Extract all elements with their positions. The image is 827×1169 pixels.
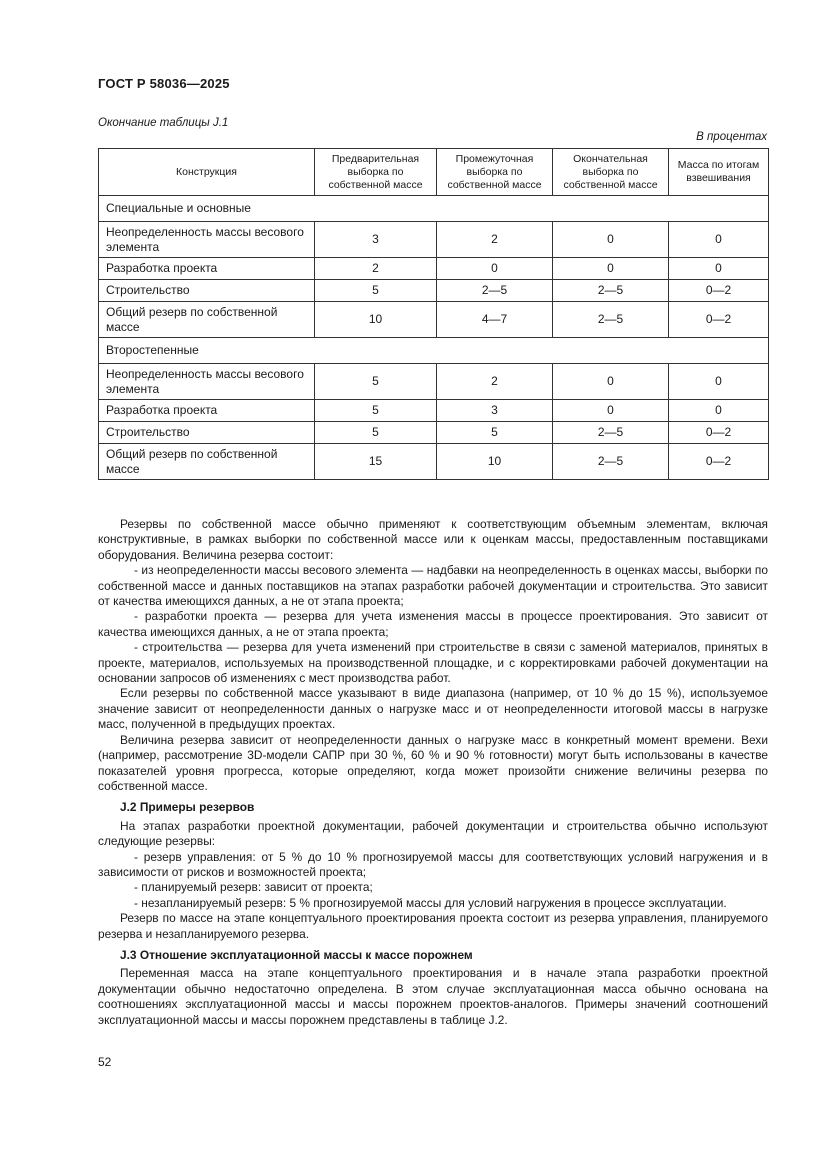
table-cell: 0—2 bbox=[669, 422, 769, 444]
column-header: Конструкция bbox=[99, 149, 315, 196]
table-cell: 15 bbox=[315, 444, 437, 480]
table-cell: 4—7 bbox=[437, 302, 553, 338]
paragraph: Переменная масса на этапе концептуального проектирования и в начале этапа разработки проектной документации обычно недостаточно определена. В этом случае эксплуатационная масса обычно основана на соотношениях эксплуатационной массы и массы порожнем проектов-аналогов. Примеры значений соотношений эксплуатационной массы и массы порожнем представлены в таблице J.2. bbox=[98, 966, 768, 1027]
table-row bbox=[99, 444, 769, 480]
list-item: - из неопределенности массы весового элемента — надбавки на неопределенность в оценках массы, выборки по собственной массе и данных поставщиков на этапах разработки рабочей документации и строительства. Это зависит от качества имеющихся данных, а не от этапа проекта; bbox=[98, 563, 768, 609]
group-title: Специальные и основные bbox=[99, 196, 769, 222]
paragraph: Величина резерва зависит от неопределенности данных о нагрузке масс в конкретный момент времени. Вехи (например, рассмотрение 3D-модели САПР при 30 %, 60 % и 90 % готовности) могут быть использованы в качестве показателей уровня прогресса, которые определяют, когда может произойти снижение величины резерва по собственной массе. bbox=[98, 732, 768, 793]
row-label: Общий резерв по собственной массе bbox=[99, 444, 315, 480]
table-header-row bbox=[99, 149, 769, 196]
column-header: Масса по итогам взвешивания bbox=[669, 149, 769, 196]
table-cell: 0 bbox=[669, 400, 769, 422]
paragraph: Резерв по массе на этапе концептуального проектирования проекта состоит из резерва управления, планируемого резерва и незапланируемого резерва. bbox=[98, 911, 768, 941]
list-item: - планируемый резерв: зависит от проекта; bbox=[134, 880, 373, 895]
row-label: Неопределенность массы весового элемента bbox=[99, 222, 315, 258]
table-cell: 2—5 bbox=[553, 422, 669, 444]
row-label: Общий резерв по собственной массе bbox=[99, 302, 315, 338]
table-row bbox=[99, 222, 769, 258]
table-cell: 0 bbox=[553, 258, 669, 280]
column-header: Промежуточная выборка по собственной массе bbox=[437, 149, 553, 196]
row-label: Строительство bbox=[99, 280, 315, 302]
document-code: ГОСТ Р 58036—2025 bbox=[98, 76, 230, 91]
paragraph: Если резервы по собственной массе указывают в виде диапазона (например, от 10 % до 15 %), используемое значение зависит от неопределенности данных о нагрузке масс и от неопределенности итоговой массы в нагрузке масс, полученной в предыдущих проектах. bbox=[98, 686, 768, 732]
list-item: - строительства — резерва для учета изменений при строительстве в связи с заменой материалов, принятых в проекте, материалов, используемых на производственной площадке, и с корректировками рабочей документации на основании запросов об изменениях с мест производства работ. bbox=[98, 640, 768, 686]
table-cell: 5 bbox=[315, 280, 437, 302]
table-group-row bbox=[99, 338, 769, 364]
table-row bbox=[99, 364, 769, 400]
page-number: 52 bbox=[98, 1055, 112, 1069]
table-cell: 3 bbox=[315, 222, 437, 258]
table-cell: 0 bbox=[553, 364, 669, 400]
table-cell: 10 bbox=[315, 302, 437, 338]
section-heading: J.3 Отношение эксплуатационной массы к массе порожнем bbox=[120, 947, 473, 962]
table-row bbox=[99, 422, 769, 444]
row-label: Разработка проекта bbox=[99, 258, 315, 280]
table-continuation-label: Окончание таблицы J.1 bbox=[98, 117, 229, 129]
table-cell: 2—5 bbox=[553, 302, 669, 338]
group-title: Второстепенные bbox=[99, 338, 769, 364]
table-cell: 0—2 bbox=[669, 280, 769, 302]
table-cell: 2—5 bbox=[553, 444, 669, 480]
table-cell: 10 bbox=[437, 444, 553, 480]
table-units-label: В процентах bbox=[696, 131, 767, 143]
table-cell: 2—5 bbox=[553, 280, 669, 302]
table-cell: 2 bbox=[437, 364, 553, 400]
table-cell: 0 bbox=[553, 400, 669, 422]
table-cell: 0—2 bbox=[669, 444, 769, 480]
column-header: Окончательная выборка по собственной массе bbox=[553, 149, 669, 196]
table-cell: 5 bbox=[315, 364, 437, 400]
table-cell: 0 bbox=[437, 258, 553, 280]
paragraph: Резервы по собственной массе обычно применяют к соответствующим объемным элементам, включая конструктивные, в рамках выборки по собственной массе или к оценкам массы, предоставленным поставщиками оборудования. Величина резерва состоит: bbox=[98, 517, 768, 562]
list-item: - резерв управления: от 5 % до 10 % прогнозируемой массы для соответствующих условий нагружения и в зависимости от рисков и возможностей проекта; bbox=[98, 849, 768, 879]
table-cell: 5 bbox=[315, 400, 437, 422]
table-cell: 5 bbox=[437, 422, 553, 444]
table-row bbox=[99, 280, 769, 302]
list-item: - незапланируемый резерв: 5 % прогнозируемой массы для условий нагружения в процессе эксплуатации. bbox=[134, 895, 727, 910]
table-group-row bbox=[99, 196, 769, 222]
table-cell: 0 bbox=[553, 222, 669, 258]
section-heading: J.2 Примеры резервов bbox=[120, 800, 255, 815]
row-label: Разработка проекта bbox=[99, 400, 315, 422]
table-row bbox=[99, 400, 769, 422]
list-item: - разработки проекта — резерва для учета изменения массы в процессе проектирования. Это зависит от качества имеющихся данных, а не от этапа проекта; bbox=[98, 609, 768, 639]
table-row bbox=[99, 258, 769, 280]
row-label: Строительство bbox=[99, 422, 315, 444]
table-cell: 2 bbox=[315, 258, 437, 280]
table-cell: 5 bbox=[315, 422, 437, 444]
body-text bbox=[98, 517, 768, 1028]
table-cell: 0 bbox=[669, 222, 769, 258]
table-cell: 0 bbox=[669, 364, 769, 400]
row-label: Неопределенность массы весового элемента bbox=[99, 364, 315, 400]
reserves-table bbox=[98, 148, 769, 480]
table-cell: 2—5 bbox=[437, 280, 553, 302]
column-header: Предварительная выборка по собственной массе bbox=[315, 149, 437, 196]
table-cell: 3 bbox=[437, 400, 553, 422]
paragraph: На этапах разработки проектной документации, рабочей документации и строительства обычно используют следующие резервы: bbox=[98, 818, 768, 849]
table-cell: 2 bbox=[437, 222, 553, 258]
table-cell: 0 bbox=[669, 258, 769, 280]
table-cell: 0—2 bbox=[669, 302, 769, 338]
table-row bbox=[99, 302, 769, 338]
